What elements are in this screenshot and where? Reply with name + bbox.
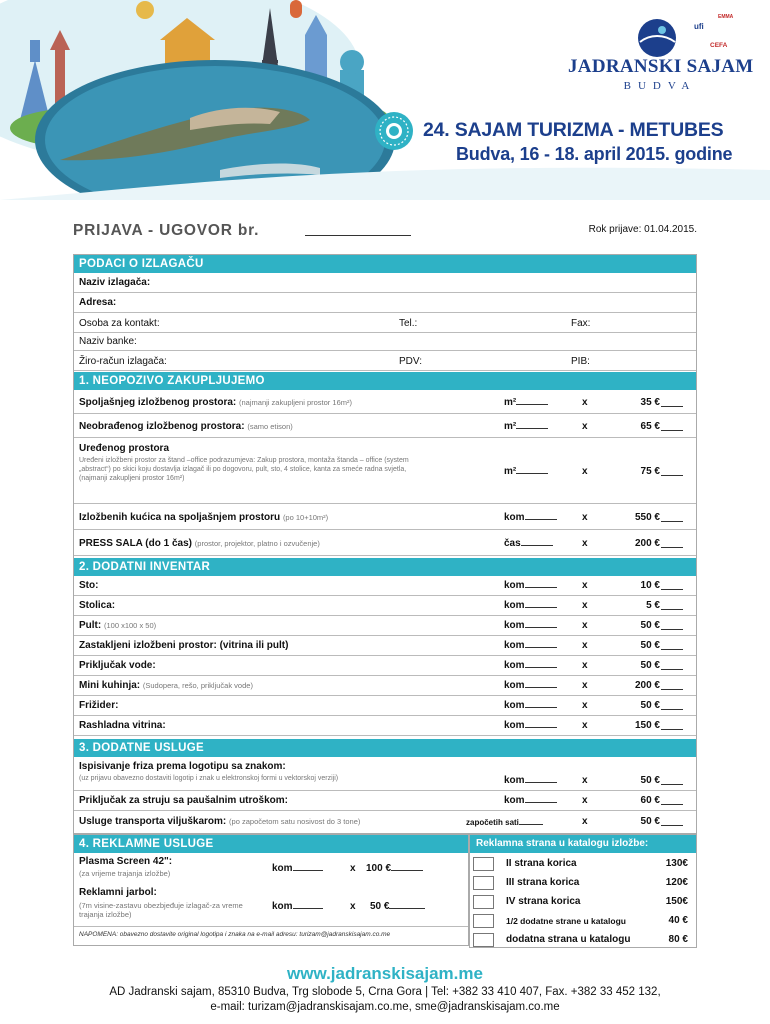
- inventory-row: [74, 716, 696, 736]
- times-sign: x: [582, 620, 588, 631]
- catalog-checkbox[interactable]: [473, 895, 494, 909]
- power-service-unit: kom: [504, 795, 557, 806]
- catalog-price: 40 €: [668, 915, 688, 926]
- fair-date: Budva, 16 - 18. april 2015. godine: [456, 144, 733, 164]
- transport-unit: započetih sati: [466, 817, 543, 827]
- press-note: (prostor, projektor, platno i ozvučenje): [194, 539, 320, 548]
- pole-quantity-field[interactable]: [293, 901, 323, 909]
- times-sign: x: [582, 538, 588, 549]
- section-catalog: Reklamna strana u katalogu izložbe:: [470, 835, 696, 853]
- screen-note: (za vrijeme trajanja izložbe): [79, 869, 171, 878]
- inventory-row: [74, 596, 696, 616]
- equipped-label: Uređenog prostora: [79, 443, 170, 454]
- screen-quantity-field[interactable]: [293, 863, 323, 871]
- inventory-label: Sto:: [79, 580, 99, 591]
- screen-total-field[interactable]: [391, 863, 423, 871]
- catalog-row: [470, 874, 696, 893]
- inventory-label: Zastakljeni izložbeni prostor: (vitrina ili pult): [79, 640, 289, 651]
- rent-house-row: [74, 504, 696, 530]
- outdoor-quantity-field[interactable]: [516, 397, 548, 405]
- times-sign: x: [350, 863, 356, 874]
- times-sign: x: [582, 795, 588, 806]
- inventory-total-field[interactable]: [661, 600, 683, 610]
- catalog-label: 1/2 dodatne strane u katalogu: [506, 916, 626, 926]
- inventory-quantity-field[interactable]: [525, 600, 557, 608]
- company-logo: [568, 56, 754, 92]
- equipped-unit: m²: [504, 466, 548, 477]
- inventory-unit: kom: [504, 640, 557, 651]
- house-quantity-field[interactable]: [525, 512, 557, 520]
- power-total-field[interactable]: [661, 795, 683, 805]
- equipped-total-field[interactable]: [661, 466, 683, 476]
- inventory-label: Stolica:: [79, 600, 116, 611]
- times-sign: x: [582, 816, 588, 827]
- catalog-checkbox[interactable]: [473, 876, 494, 890]
- exhibitor-name-label: Naziv izlagača:: [79, 277, 151, 288]
- catalog-label: III strana korica: [506, 877, 580, 888]
- times-sign: x: [582, 600, 588, 611]
- pdv-label: PDV:: [399, 356, 422, 367]
- form-title-row: [73, 222, 697, 242]
- inventory-total-field[interactable]: [661, 660, 683, 670]
- section-rent: 1. NEOPOZIVO ZAKUPLJUJEMO: [74, 372, 696, 390]
- rent-equipped-row: [74, 438, 696, 504]
- partner-logo-ufi: ufi: [694, 22, 704, 31]
- inventory-quantity-field[interactable]: [525, 680, 557, 688]
- rent-outdoor-row: [74, 390, 696, 414]
- section-exhibitor: PODACI O IZLAGAČU: [74, 255, 696, 273]
- inventory-quantity-field[interactable]: [525, 580, 557, 588]
- transport-hours-field[interactable]: [519, 817, 543, 825]
- inventory-price: 50 €: [640, 660, 660, 671]
- catalog-label: dodatna strana u katalogu: [506, 934, 631, 945]
- inventory-price: 150 €: [634, 720, 660, 731]
- catalog-checkbox[interactable]: [473, 857, 494, 871]
- power-quantity-field[interactable]: [525, 795, 557, 803]
- screen-label: Plasma Screen 42":: [79, 856, 173, 867]
- house-note: (po 10+10m²): [282, 513, 329, 522]
- logo-total-field[interactable]: [661, 775, 683, 785]
- exhibitor-bank-row[interactable]: [74, 333, 696, 351]
- exhibitor-address-row[interactable]: [74, 293, 696, 313]
- inventory-row: [74, 636, 696, 656]
- house-total-field[interactable]: [661, 512, 683, 522]
- application-deadline: Rok prijave: 01.04.2015.: [588, 224, 697, 235]
- bank-label: Naziv banke:: [79, 336, 137, 347]
- inventory-total-field[interactable]: [661, 640, 683, 650]
- inventory-unit: kom: [504, 620, 557, 631]
- times-sign: x: [582, 466, 588, 477]
- raw-unit: m²: [504, 421, 548, 432]
- catalog-row: [470, 912, 696, 931]
- times-sign: x: [582, 580, 588, 591]
- times-sign: x: [582, 720, 588, 731]
- times-sign: x: [350, 901, 356, 912]
- section-services: 3. DODATNE USLUGE: [74, 739, 696, 757]
- outdoor-label: Spoljašnjeg izložbenog prostora: (najmanji zakupljeni prostor 16m²): [79, 397, 352, 408]
- catalog-price: 130€: [665, 858, 688, 869]
- inventory-label: Frižider:: [79, 700, 119, 711]
- press-quantity-field[interactable]: [521, 538, 553, 546]
- ad-screen-row: [74, 853, 468, 883]
- raw-note: (samo etison): [247, 422, 293, 431]
- power-service-price: 60 €: [640, 795, 660, 806]
- outdoor-unit: m²: [504, 397, 548, 408]
- catalog-row: [470, 855, 696, 874]
- partner-logo-cefa: CEFA: [710, 42, 728, 49]
- inventory-unit: kom: [504, 720, 557, 731]
- inventory-label: Rashladna vitrina:: [79, 720, 166, 731]
- ad-pole-row: [74, 885, 468, 927]
- exhibitor-name-row[interactable]: [74, 273, 696, 293]
- pole-total-field[interactable]: [389, 901, 425, 909]
- inventory-unit: kom: [504, 700, 557, 711]
- screen-unit: kom: [272, 863, 323, 874]
- transport-service-label: Usluge transporta viljuškarom: (po započetom satu nosivost do 3 tone): [79, 816, 361, 827]
- inventory-total-field[interactable]: [661, 720, 683, 730]
- pib-label: PIB:: [571, 356, 590, 367]
- logo-quantity-field[interactable]: [525, 775, 557, 783]
- times-sign: x: [582, 775, 588, 786]
- inventory-note: (Sudopera, rešo, priključak vode): [142, 681, 253, 690]
- inventory-total-field[interactable]: [661, 680, 683, 690]
- header-banner: [0, 0, 770, 200]
- pole-label: Reklamni jarbol:: [79, 887, 157, 898]
- exhibitor-account-row[interactable]: [74, 351, 696, 371]
- outdoor-note: (najmanji zakupljeni prostor 16m²): [239, 398, 352, 407]
- partner-logo-emma: EMMA: [718, 14, 734, 20]
- account-label: Žiro-račun izlagača:: [79, 356, 167, 367]
- press-price: 200 €: [634, 538, 660, 549]
- logo-subtitle: BUDVA: [623, 80, 697, 92]
- times-sign: x: [582, 680, 588, 691]
- fax-label: Fax:: [571, 318, 591, 329]
- footer-address-line: AD Jadranski sajam, 85310 Budva, Trg slobode 5, Crna Gora | Tel: +382 33 410 407, Fax. +382 33 452 132,: [109, 986, 661, 998]
- inventory-row: [74, 696, 696, 716]
- times-sign: x: [582, 640, 588, 651]
- inventory-label: Mini kuhinja: (Sudopera, rešo, priključak vode): [79, 680, 253, 691]
- inventory-quantity-field[interactable]: [525, 660, 557, 668]
- exhibitor-contact-row[interactable]: [74, 313, 696, 333]
- form-title: PRIJAVA - UGOVOR br.: [73, 222, 260, 239]
- footer-email-line: e-mail: turizam@jadranskisajam.co.me, sme@jadranskisajam.co.me: [210, 1001, 560, 1013]
- service-transport-row: [74, 811, 696, 833]
- equipped-quantity-field[interactable]: [516, 466, 548, 474]
- inventory-quantity-field[interactable]: [525, 720, 557, 728]
- inventory-unit: kom: [504, 680, 557, 691]
- raw-total-field[interactable]: [661, 421, 683, 431]
- raw-quantity-field[interactable]: [516, 421, 548, 429]
- ad-services-box: [73, 834, 469, 946]
- power-service-label: Priključak za struju sa paušalnim utroškom:: [79, 795, 288, 806]
- pole-price: 50 €: [370, 901, 425, 912]
- catalog-price: 120€: [665, 877, 688, 888]
- section-ads: 4. REKLAMNE USLUGE: [74, 835, 468, 853]
- contract-number-line[interactable]: [305, 235, 411, 236]
- travel-collage-image: [0, 0, 770, 200]
- house-unit: kom: [504, 512, 557, 523]
- logo-service-note: (uz prijavu obavezno dostaviti logotip i znak u elektronskoj formi u vektorskoj verziji): [79, 775, 339, 782]
- equipped-price: 75 €: [640, 466, 660, 477]
- transport-total-field[interactable]: [661, 816, 683, 826]
- inventory-row: [74, 616, 696, 636]
- logo-service-price: 50 €: [640, 775, 660, 786]
- rent-raw-row: [74, 414, 696, 438]
- raw-price: 65 €: [640, 421, 660, 432]
- inventory-quantity-field[interactable]: [525, 640, 557, 648]
- times-sign: x: [582, 660, 588, 671]
- inventory-unit: kom: [504, 600, 557, 611]
- application-form: [73, 254, 697, 834]
- outdoor-total-field[interactable]: [661, 397, 683, 407]
- times-sign: x: [582, 397, 588, 408]
- exhibitor-address-label: Adresa:: [79, 297, 117, 308]
- ads-note: NAPOMENA: obavezno dostavite original logotipa i znaka na e-mail adresu: turizam@jadranskisajam.co.me: [79, 931, 391, 938]
- contact-label: Osoba za kontakt:: [79, 318, 160, 329]
- tel-label: Tel.:: [399, 318, 418, 329]
- inventory-total-field[interactable]: [661, 580, 683, 590]
- inventory-unit: kom: [504, 660, 557, 671]
- rent-press-row: [74, 530, 696, 556]
- times-sign: x: [582, 700, 588, 711]
- times-sign: x: [582, 512, 588, 523]
- website-link[interactable]: www.jadranskisajam.me: [287, 964, 483, 983]
- press-label: PRESS SALA (do 1 čas) (prostor, projektor, platno i ozvučenje): [79, 538, 320, 549]
- inventory-row: [74, 656, 696, 676]
- section-inventory: 2. DODATNI INVENTAR: [74, 558, 696, 576]
- inventory-total-field[interactable]: [661, 620, 683, 630]
- inventory-price: 50 €: [640, 620, 660, 631]
- screen-price: 100 €: [366, 863, 423, 874]
- pole-note: (7m visine-zastavu obezbjeđuje izlagač-za vreme trajanja izložbe): [79, 901, 243, 919]
- inventory-row: [74, 576, 696, 596]
- transport-note: (po započetom satu nosivost do 3 tone): [229, 817, 361, 826]
- catalog-box: [469, 834, 697, 948]
- catalog-label: IV strana korica: [506, 896, 581, 907]
- footer-address: [0, 985, 770, 1015]
- service-logo-row: [74, 757, 696, 791]
- outdoor-price: 35 €: [640, 397, 660, 408]
- press-total-field[interactable]: [661, 538, 683, 548]
- inventory-price: 200 €: [634, 680, 660, 691]
- inventory-quantity-field[interactable]: [525, 700, 557, 708]
- inventory-quantity-field[interactable]: [525, 620, 557, 628]
- inventory-price: 10 €: [640, 580, 660, 591]
- house-price: 550 €: [634, 512, 660, 523]
- transport-price: 50 €: [640, 816, 660, 827]
- inventory-price: 5 €: [646, 600, 660, 611]
- pole-unit: kom: [272, 901, 323, 912]
- logo-service-unit: kom: [504, 775, 557, 786]
- press-unit: čas: [504, 538, 553, 549]
- logo-service-label: Ispisivanje friza prema logotipu sa znakom:: [79, 761, 286, 772]
- logo-title: JADRANSKI SAJAM: [568, 56, 754, 77]
- catalog-label: II strana korica: [506, 858, 577, 869]
- catalog-price: 80 €: [668, 934, 688, 945]
- inventory-row: [74, 676, 696, 696]
- inventory-price: 50 €: [640, 640, 660, 651]
- catalog-price: 150€: [665, 896, 688, 907]
- house-label: Izložbenih kućica na spoljašnjem prostoru (po 10+10m²): [79, 512, 329, 523]
- fair-title: 24. SAJAM TURIZMA - METUBES: [423, 119, 724, 141]
- times-sign: x: [582, 421, 588, 432]
- inventory-label: Priključak vode:: [79, 660, 156, 671]
- catalog-checkbox[interactable]: [473, 933, 494, 947]
- raw-label: Neobrađenog izložbenog prostora: (samo etison): [79, 421, 293, 432]
- equipped-description: Uređeni izložbeni prostor za štand –office podrazumjeva: Zakup prostora, montaža štanda – office (system „abstract“) po skici koju dostavlja izlagač ili po dogovoru, pult, sto, 4 stolice, kanta za smeće radna svjetla, (najmanji zakupljeni prostor 16m²): [79, 457, 409, 482]
- catalog-row: [470, 893, 696, 912]
- catalog-checkbox[interactable]: [473, 914, 494, 928]
- inventory-label: Pult: (100 x100 x 50): [79, 620, 157, 631]
- inventory-note: (100 x100 x 50): [104, 621, 157, 630]
- inventory-price: 50 €: [640, 700, 660, 711]
- catalog-row: [470, 931, 696, 950]
- inventory-unit: kom: [504, 580, 557, 591]
- inventory-total-field[interactable]: [661, 700, 683, 710]
- service-power-row: [74, 791, 696, 811]
